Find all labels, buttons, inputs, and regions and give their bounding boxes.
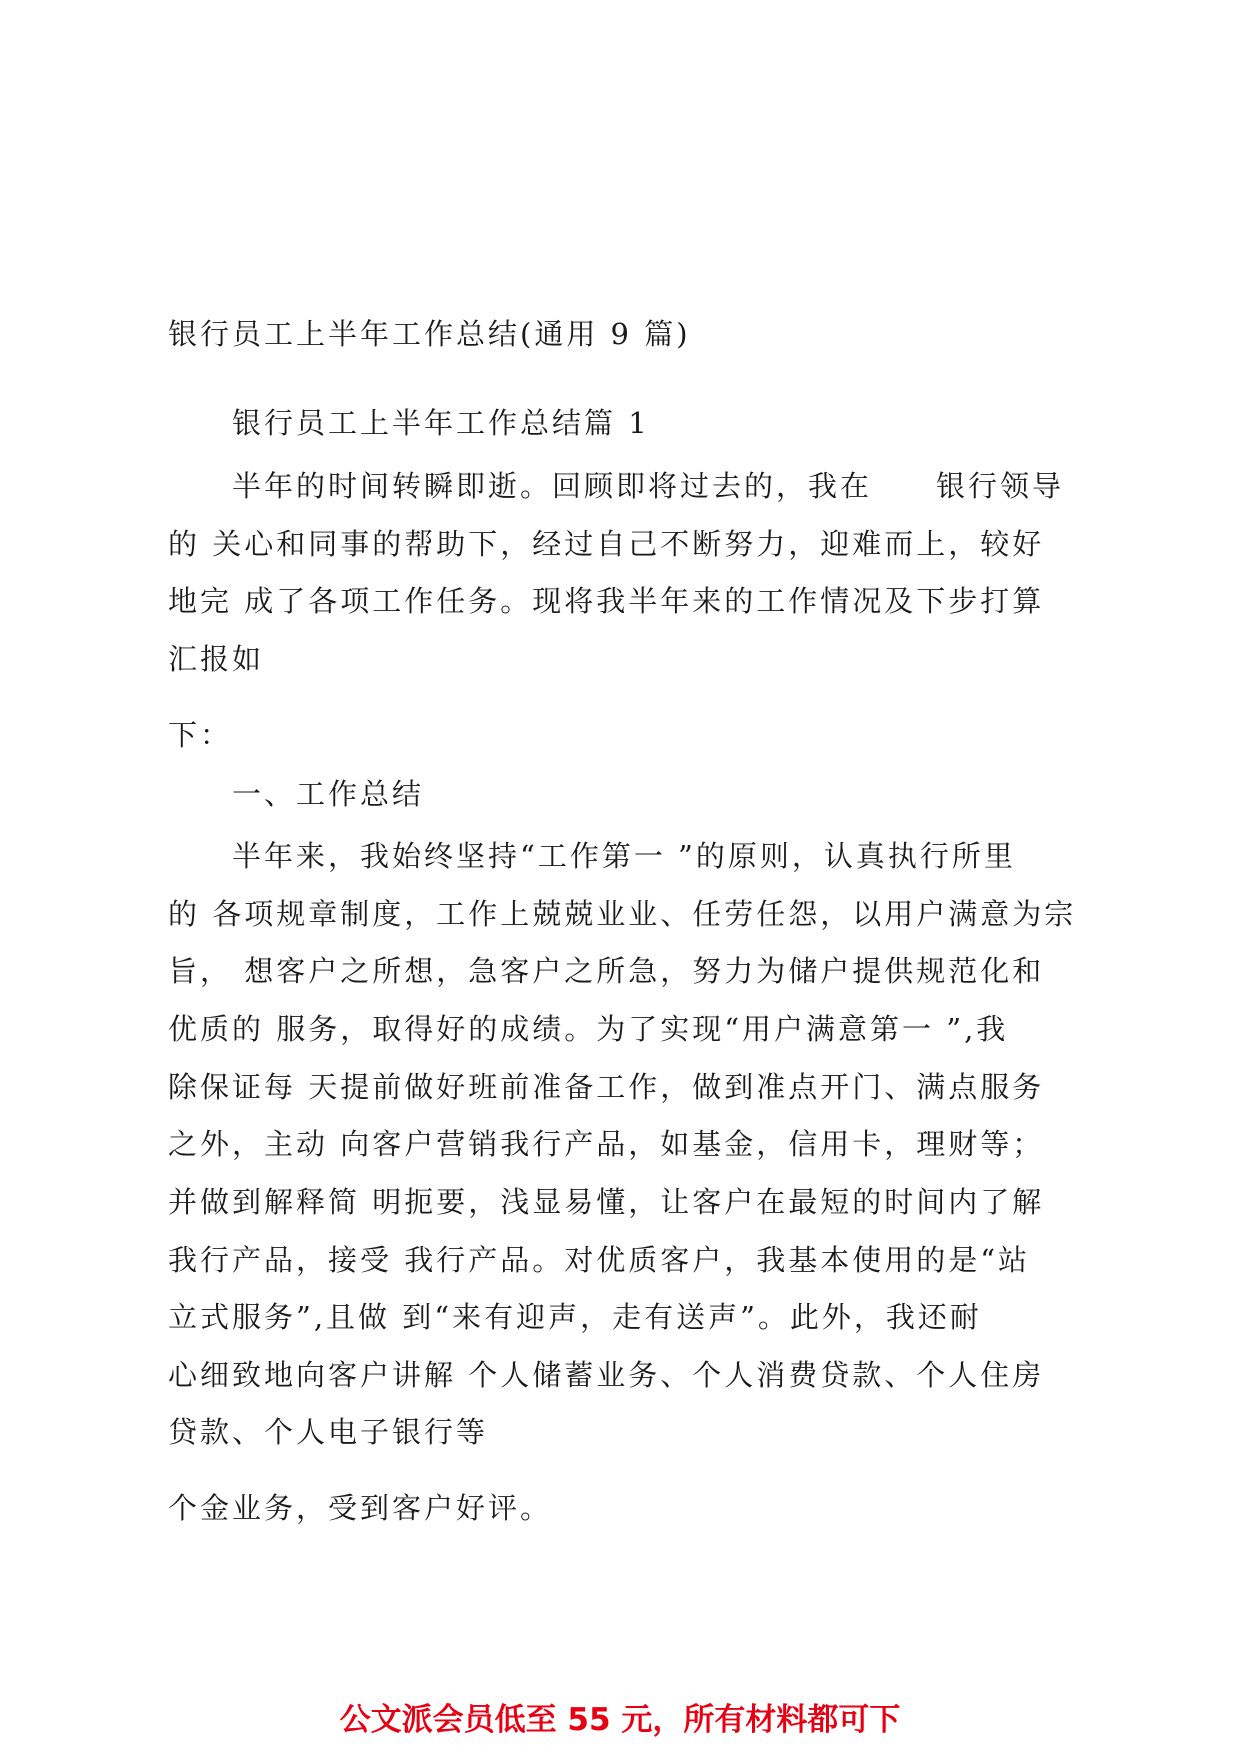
paragraph-line: 贷款、个人电子银行等 bbox=[168, 1415, 489, 1449]
paragraph-line: 之外，主动 向客户营销我行产品，如基金，信用卡，理财等； bbox=[168, 1127, 1045, 1161]
paragraph-line: 优质的 服务，取得好的成绩。为了实现“用户满意第一 ”,我 bbox=[168, 1012, 1009, 1046]
paragraph-line: 的 关心和同事的帮助下，经过自己不断努力，迎难而上，较好 bbox=[168, 527, 1045, 561]
paragraph-line: 半年的时间转瞬即逝。回顾即将过去的，我在 银行领导 bbox=[232, 469, 1065, 503]
paragraph-line: 地完 成了各项工作任务。现将我半年来的工作情况及下步打算 bbox=[168, 584, 1045, 618]
paragraph-line: 并做到解释简 明扼要，浅显易懂，让客户在最短的时间内了解 bbox=[168, 1185, 1045, 1219]
document-title: 银行员工上半年工作总结(通用 9 篇) bbox=[168, 317, 691, 351]
paragraph-line: 汇报如 bbox=[168, 642, 265, 676]
paragraph-line: 的 各项规章制度，工作上兢兢业业、任劳任怨，以用户满意为宗 bbox=[168, 897, 1077, 931]
paragraph-line: 心细致地向客户讲解 个人储蓄业务、个人消费贷款、个人住房 bbox=[168, 1358, 1045, 1392]
paragraph-line: 我行产品，接受 我行产品。对优质客户，我基本使用的是“站 bbox=[168, 1243, 1031, 1277]
paragraph-line: 半年来，我始终坚持“工作第一 ”的原则，认真执行所里 bbox=[232, 839, 1016, 873]
paragraph-line: 除保证每 天提前做好班前准备工作，做到准点开门、满点服务 bbox=[168, 1070, 1045, 1104]
section-heading: 一、工作总结 bbox=[232, 777, 425, 811]
paragraph-line: 个金业务，受到客户好评。 bbox=[168, 1491, 553, 1525]
paragraph-line: 旨， 想客户之所想，急客户之所急，努力为储户提供规范化和 bbox=[168, 954, 1045, 988]
paragraph-line: 下： bbox=[168, 718, 233, 752]
article-heading: 银行员工上半年工作总结篇 1 bbox=[232, 406, 650, 440]
paragraph-line: 立式服务”,且做 到“来有迎声，走有送声”。此外，我还耐 bbox=[168, 1300, 982, 1334]
footer-ad-link[interactable]: 公文派会员低至 55 元，所有材料都可下 bbox=[339, 1702, 901, 1738]
